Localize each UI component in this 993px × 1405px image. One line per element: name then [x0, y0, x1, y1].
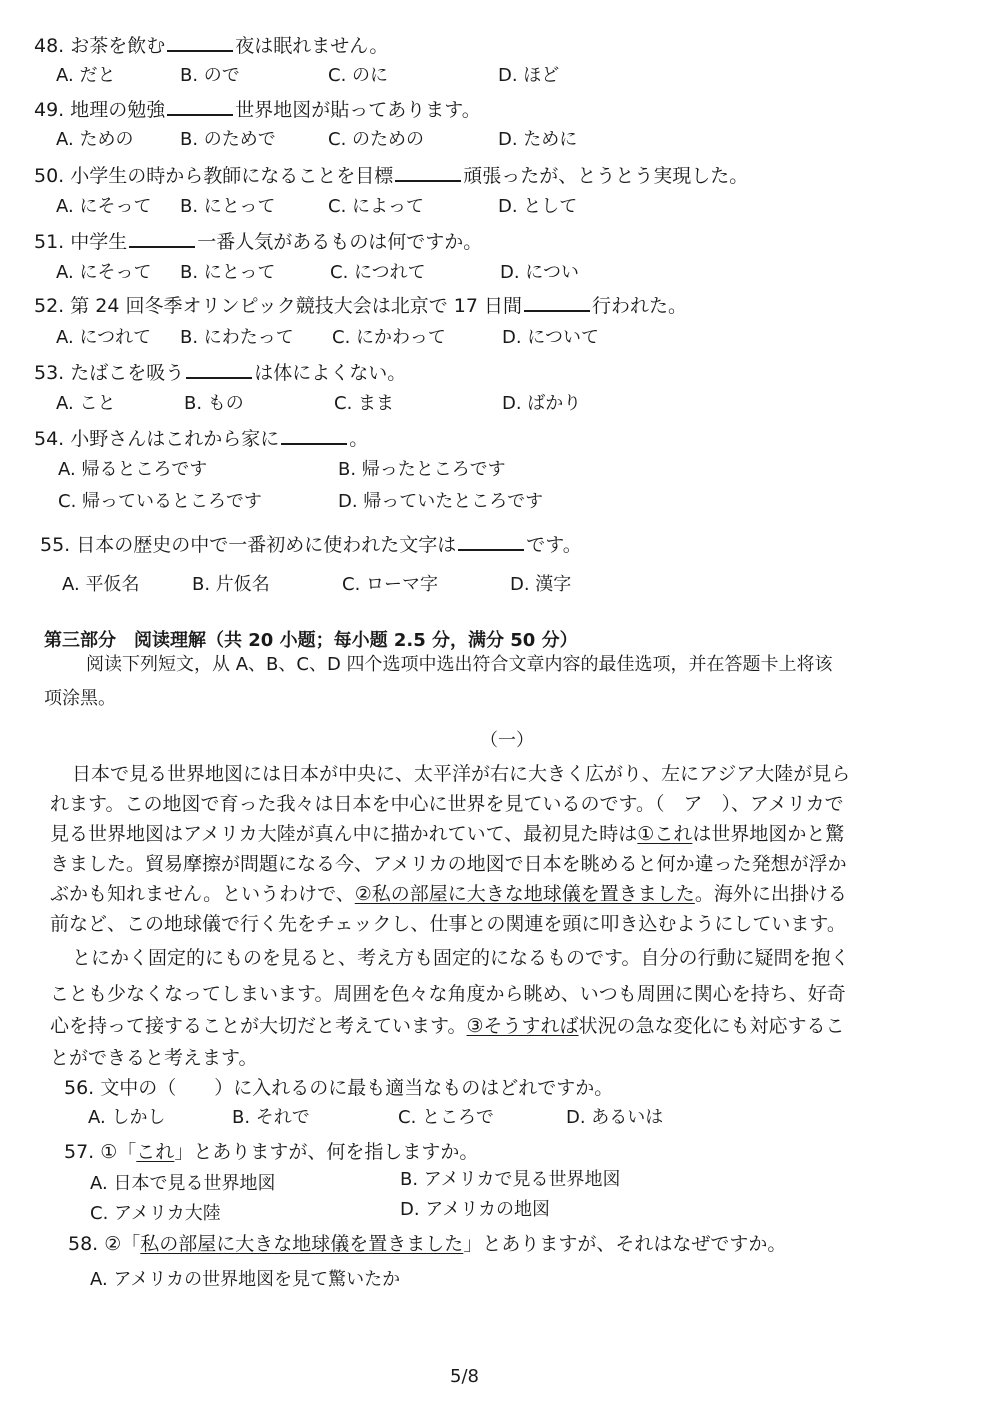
- question-number: 55.: [40, 534, 71, 556]
- option-a: A. しかし: [88, 1107, 166, 1128]
- question-number: 53.: [34, 362, 65, 384]
- option-a: A. 帰るところです: [58, 459, 208, 480]
- question-text-post: 行われた。: [592, 295, 688, 317]
- question-number: 52.: [34, 295, 65, 317]
- option-b: B. アメリカで見る世界地図: [400, 1169, 621, 1190]
- option-b: B. 片仮名: [192, 574, 270, 595]
- answer-blank: [458, 533, 524, 551]
- underlined-text: 私の部屋に大きな地球儀を置きました: [140, 1233, 464, 1255]
- option-d: D. ばかり: [502, 393, 582, 414]
- option-a: A. こと: [56, 393, 116, 414]
- question-55: [40, 533, 582, 557]
- option-b: B. のためで: [180, 129, 276, 150]
- option-b: B. ので: [180, 65, 240, 86]
- question-number: 50.: [34, 165, 65, 187]
- question-number: 48.: [34, 35, 65, 57]
- question-text-post: 。: [349, 428, 369, 450]
- question-52: [34, 294, 687, 318]
- question-text-post: 頑張ったが、とうとう実現した。: [463, 165, 749, 187]
- option-b: B. にわたって: [180, 327, 294, 348]
- passage-text: ぶかも知れません。というわけで、: [50, 883, 355, 905]
- answer-blank: [167, 34, 233, 52]
- question-48: [34, 34, 388, 58]
- option-d: D. 帰っていたところです: [338, 491, 544, 512]
- answer-blank: [281, 427, 347, 445]
- question-text-pre: お茶を飲む: [70, 35, 166, 57]
- answer-blank: [167, 98, 233, 116]
- question-56: 56. 文中の（ ）に入れるのに最も適当なものはどれですか。: [64, 1077, 614, 1099]
- option-b: B. 帰ったところです: [338, 459, 506, 480]
- passage-line: れます。この地図で育った我々は日本を中心に世界を見ているのです。（ ア ）、アメリカで: [50, 793, 844, 815]
- question-text-pre: 58. ②「: [68, 1233, 141, 1255]
- option-a: A. 日本で見る世界地図: [90, 1173, 276, 1194]
- option-c: C. ローマ字: [342, 574, 439, 595]
- passage-line: きました。貿易摩擦が問題になる今、アメリカの地図で日本を眺めると何か違った発想が浮か: [50, 853, 847, 875]
- option-a: A. につれて: [56, 327, 152, 348]
- passage-text: 。海外に出掛ける: [694, 883, 847, 905]
- question-number: 54.: [34, 428, 65, 450]
- option-c: C. によって: [328, 196, 425, 217]
- question-text-pre: 中学生: [70, 231, 128, 253]
- passage-text: 心を持って接することが大切だと考えています。: [50, 1015, 467, 1037]
- page-number: 5/8: [450, 1366, 479, 1387]
- question-text-post: 」とありますが、それはなぜですか。: [463, 1233, 787, 1255]
- option-a: A. ための: [56, 129, 134, 150]
- option-b: B. もの: [184, 393, 244, 414]
- option-d: D. として: [498, 196, 578, 217]
- question-text-pre: 第 24 回冬季オリンピック競技大会は北京で 17 日間: [70, 295, 523, 317]
- option-c: C. アメリカ大陸: [90, 1203, 221, 1224]
- option-a: A. 平仮名: [62, 574, 140, 595]
- question-53: [34, 361, 406, 385]
- question-50: [34, 164, 748, 188]
- option-a: A. だと: [56, 65, 116, 86]
- question-text-pre: 小野さんはこれから家に: [70, 428, 280, 450]
- answer-blank: [395, 164, 461, 182]
- passage-line: [50, 1012, 970, 1041]
- question-text-post: 夜は眠れません。: [235, 35, 389, 57]
- question-text-pre: たばこを吸う: [70, 362, 185, 384]
- option-c: C. のための: [328, 129, 425, 150]
- question-text-pre: 57. ①「: [64, 1141, 137, 1163]
- question-text-post: 世界地図が貼ってあります。: [235, 99, 481, 121]
- passage-number: （一）: [480, 730, 534, 751]
- question-text-pre: 日本の歴史の中で一番初めに使われた文字は: [76, 534, 457, 556]
- option-c: C. ところで: [398, 1107, 494, 1128]
- underlined-text: ①これ: [637, 823, 693, 845]
- passage-line: 前など、この地球儀で行く先をチェックし、仕事との関連を頭に叩き込むようにしています。: [50, 913, 846, 935]
- underlined-text: ②私の部屋に大きな地球儀を置きました: [354, 883, 695, 905]
- passage-line: [50, 820, 970, 849]
- option-d: D. あるいは: [566, 1107, 664, 1128]
- section-instruction: 阅读下列短文，从 A、B、C、D 四个选项中选出符合文章内容的最佳选项，并在答题卡上将该: [86, 654, 833, 675]
- option-d: D. 漢字: [510, 574, 572, 595]
- passage-line: 日本で見る世界地図には日本が中央に、太平洋が右に大きく広がり、左にアジア大陸が見ら: [72, 763, 851, 785]
- answer-blank: [186, 361, 252, 379]
- underlined-text: ③そうすれば: [466, 1015, 579, 1037]
- option-a: A. にそって: [56, 262, 152, 283]
- passage-text: 見る世界地図はアメリカ大陸が真ん中に描かれていて、最初見た時は: [50, 823, 638, 845]
- question-54: [34, 427, 368, 451]
- passage-line: とができると考えます。: [50, 1047, 258, 1069]
- option-a: A. にそって: [56, 196, 152, 217]
- passage-line: [50, 880, 970, 909]
- option-c: C. のに: [328, 65, 389, 86]
- question-text-post: です。: [526, 534, 582, 556]
- passage-line: ことも少なくなってしまいます。周囲を色々な角度から眺め、いつも周囲に関心を持ち、好奇: [50, 983, 846, 1005]
- question-text-post: は体によくない。: [254, 362, 407, 384]
- option-b: B. それで: [232, 1107, 310, 1128]
- option-c: C. にかわって: [332, 327, 446, 348]
- option-d: D. ほど: [498, 65, 560, 86]
- option-a: A. アメリカの世界地図を見て驚いたか: [90, 1269, 401, 1290]
- question-text-post: 一番人気があるものは何ですか。: [197, 231, 483, 253]
- question-text-pre: 地理の勉強: [70, 99, 166, 121]
- question-text-pre: 小学生の時から教師になることを目標: [70, 165, 394, 187]
- option-c: C. まま: [334, 393, 395, 414]
- question-57: [64, 1140, 478, 1164]
- question-51: [34, 230, 482, 254]
- section-title: 第三部分 阅读理解（共 20 小题；每小题 2.5 分，满分 50 分）: [44, 630, 578, 651]
- question-58: [68, 1232, 786, 1256]
- option-b: B. にとって: [180, 196, 276, 217]
- option-d: D. について: [502, 327, 599, 348]
- option-c: C. につれて: [330, 262, 426, 283]
- question-49: [34, 98, 481, 122]
- option-b: B. にとって: [180, 262, 276, 283]
- option-d: D. ために: [498, 129, 578, 150]
- answer-blank: [524, 294, 590, 312]
- question-number: 51.: [34, 231, 65, 253]
- underlined-text: これ: [136, 1141, 175, 1163]
- section-instruction-cont: 项涂黑。: [44, 688, 116, 709]
- answer-blank: [129, 230, 195, 248]
- question-text-post: 」とありますが、何を指しますか。: [174, 1141, 479, 1163]
- passage-text: は世界地図かと驚: [692, 823, 845, 845]
- option-c: C. 帰っているところです: [58, 491, 262, 512]
- option-d: D. アメリカの地図: [400, 1199, 551, 1220]
- passage-text: 状況の急な変化にも対応するこ: [578, 1015, 845, 1037]
- passage-line: とにかく固定的にものを見ると、考え方も固定的になるものです。自分の行動に疑問を抱く: [72, 947, 850, 969]
- option-d: D. につい: [500, 262, 579, 283]
- question-number: 49.: [34, 99, 65, 121]
